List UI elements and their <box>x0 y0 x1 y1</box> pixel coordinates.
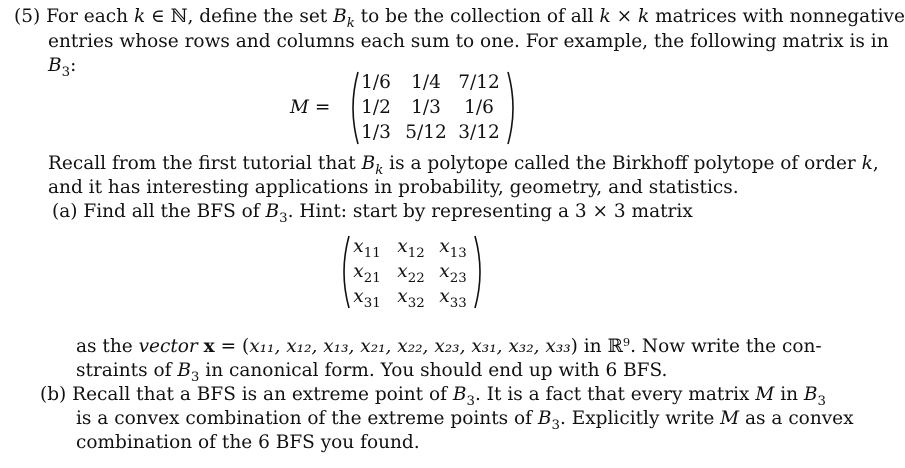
matrix-cell: $x_{31}$ <box>353 286 381 311</box>
matrix-x <box>337 234 487 310</box>
part-a-label: (a) <box>52 201 78 222</box>
intro-line-2: entries whose rows and columns each sum to one. For example, the following matrix is in <box>48 31 889 52</box>
part-b-label: (b) <box>40 384 67 405</box>
matrix-m <box>346 70 522 146</box>
matrix-cell: $x_{33}$ <box>439 286 467 311</box>
recall-line-1: Recall from the first tutorial that $B_k$ is a polytope called the Birkhoff polytope of order k, <box>48 153 879 178</box>
intro-line-3: $B_3$: <box>48 55 77 80</box>
matrix-cell: $x_{11}$ <box>353 236 381 261</box>
matrix-cell: 1/3 <box>411 97 441 118</box>
matrix-cell: 5/12 <box>405 122 447 143</box>
matrix-cell: $x_{23}$ <box>439 261 467 286</box>
matrix-m-label: M = <box>290 97 331 118</box>
part-a-vector-line: as the vector x = (x₁₁, x₁₂, x₁₃, x₂₁, x₂₂, x₂₃, x₃₁, x₃₂, x₃₃) in ℝ$^9$. Now write the con- <box>76 334 822 357</box>
matrix-cell: $x_{13}$ <box>439 236 467 261</box>
matrix-cell: 3/12 <box>458 122 500 143</box>
intro-line-1: (5) For each k ∈ ℕ, define the set $B_k$ to be the collection of all k × k matrices with nonnegative <box>14 6 905 31</box>
matrix-cell: $x_{22}$ <box>397 261 425 286</box>
part-b-line-1: (b) Recall that a BFS is an extreme point of $B_3$. It is a fact that every matrix M in $B_3$ <box>40 384 827 409</box>
matrix-cell: $x_{32}$ <box>397 286 425 311</box>
part-a-line-1: (a) Find all the BFS of $B_3$. Hint: start by representing a 3 × 3 matrix <box>52 201 693 226</box>
right-paren <box>506 70 520 146</box>
matrix-cell: 1/2 <box>361 97 391 118</box>
problem-number: (5) <box>14 6 41 27</box>
matrix-cell: $x_{21}$ <box>353 261 381 286</box>
matrix-cell: 1/4 <box>411 72 441 93</box>
matrix-cell: 1/6 <box>361 72 391 93</box>
matrix-cell: 7/12 <box>458 72 500 93</box>
right-paren <box>473 234 487 310</box>
part-a-line-3: straints of $B_3$ in canonical form. You should end up with 6 BFS. <box>76 360 668 385</box>
part-b-line-3: combination of the 6 BFS you found. <box>76 432 420 453</box>
matrix-cell: 1/3 <box>361 122 391 143</box>
part-b-line-2: is a convex combination of the extreme points of $B_3$. Explicitly write M as a convex <box>76 408 854 433</box>
matrix-cell: $x_{12}$ <box>397 236 425 261</box>
recall-line-2: and it has interesting applications in probability, geometry, and statistics. <box>48 177 739 198</box>
matrix-cell: 1/6 <box>464 97 494 118</box>
